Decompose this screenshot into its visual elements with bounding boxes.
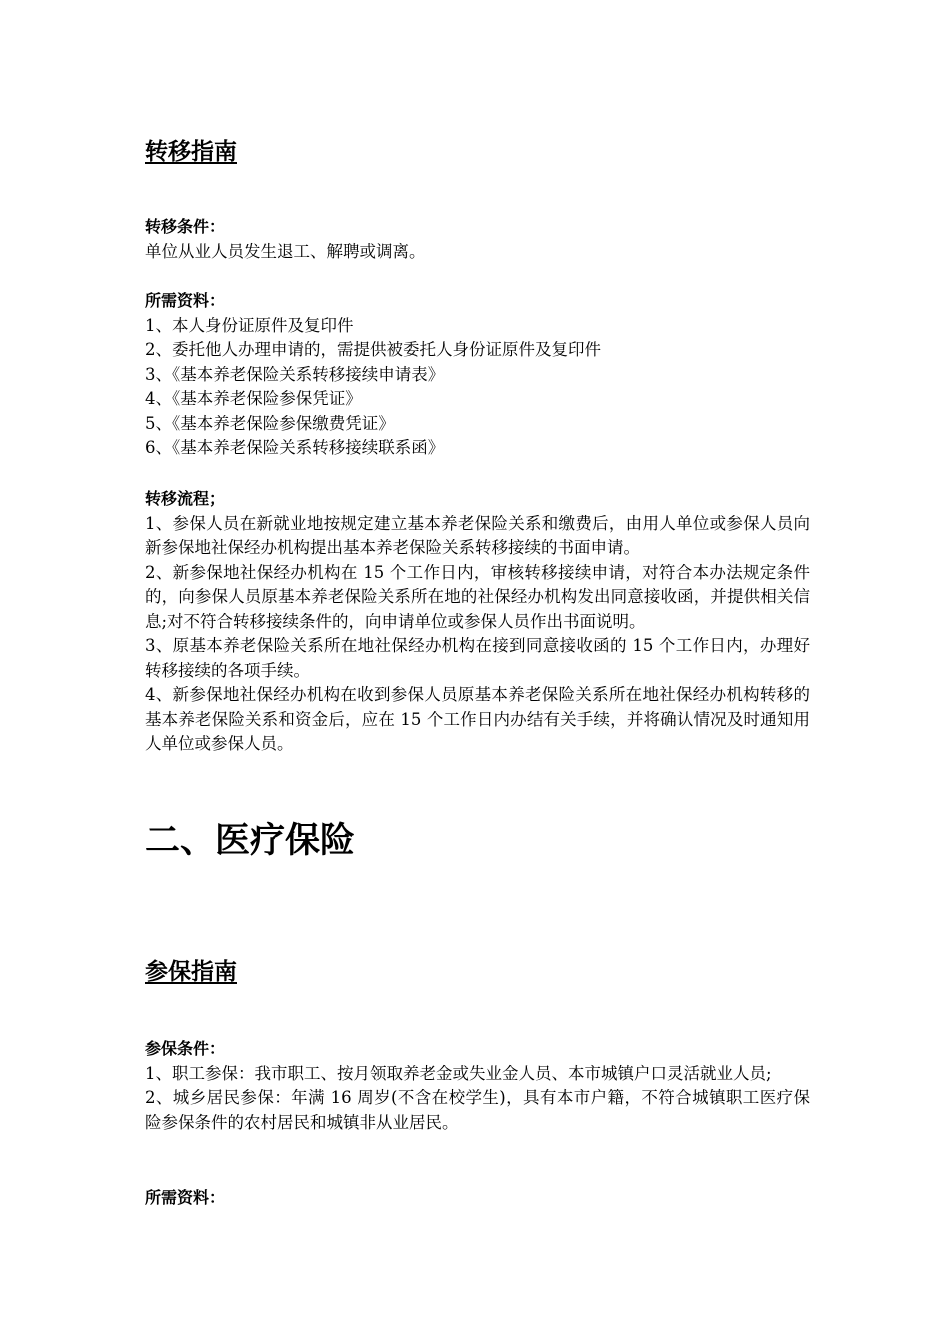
enroll-guide-heading: 参保指南: [145, 959, 237, 985]
enroll-materials-block: [145, 1186, 810, 1211]
transfer-material-item: 6、《基本养老保险关系转移接续联系函》: [145, 438, 445, 457]
transfer-process-step: 3、原基本养老保险关系所在地社保经办机构在接到同意接收函的 15 个工作日内，办理好转移接续的各项手续。: [145, 636, 810, 680]
enroll-conditions-label: 参保条件：: [145, 1039, 226, 1058]
transfer-process-step: 1、参保人员在新就业地按规定建立基本养老保险关系和缴费后，由用人单位或参保人员向新参保地社保经办机构提出基本养老保险关系转移接续的书面申请。: [145, 513, 810, 557]
transfer-material-item: 5、《基本养老保险参保缴费凭证》: [145, 413, 395, 433]
transfer-conditions-label: 转移条件：: [145, 217, 226, 236]
transfer-material-item: 4、《基本养老保险参保凭证》: [145, 389, 362, 408]
transfer-guide-heading: 转移指南: [145, 139, 237, 165]
transfer-conditions-block: [145, 215, 810, 264]
transfer-material-item: 3、《基本养老保险关系转移接续申请表》: [145, 364, 445, 384]
transfer-process-step: 2、新参保地社保经办机构在 15 个工作日内，审核转移接续申请，对符合本办法规定条件的，向参保人员原基本养老保险关系所在地的社保经办机构发出同意接收函，并提供相关信息;对不符合转移接续条件的，向申请单位或参保人员作出书面说明。: [145, 562, 810, 631]
enroll-condition-item: 2、城乡居民参保：年满 16 周岁(不含在校学生)，具有本市户籍，不符合城镇职工医疗保险参保条件的农村居民和城镇非从业居民。: [145, 1088, 810, 1132]
transfer-materials-label: 所需资料：: [145, 291, 226, 310]
enroll-condition-item: 1、职工参保：我市职工、按月领取养老金或失业金人员、本市城镇户口灵活就业人员;: [145, 1063, 772, 1083]
transfer-process-label: 转移流程；: [145, 489, 226, 508]
transfer-process-block: [145, 487, 810, 757]
transfer-process-step: 4、新参保地社保经办机构在收到参保人员原基本养老保险关系所在地社保经办机构转移的基本养老保险关系和资金后，应在 15 个工作日内办结有关手续，并将确认情况及时通知用人单位或参保人员。: [145, 685, 810, 753]
medical-insurance-heading: 二、医疗保险: [145, 821, 356, 861]
transfer-material-item: 2、委托他人办理申请的，需提供被委托人身份证原件及复印件: [145, 340, 601, 359]
transfer-material-item: 1、本人身份证原件及复印件: [145, 315, 354, 335]
enroll-conditions-block: [145, 1037, 810, 1135]
transfer-conditions-text: 单位从业人员发生退工、解聘或调离。: [145, 241, 426, 261]
transfer-materials-block: [145, 289, 810, 461]
enroll-materials-label: 所需资料：: [145, 1188, 226, 1207]
